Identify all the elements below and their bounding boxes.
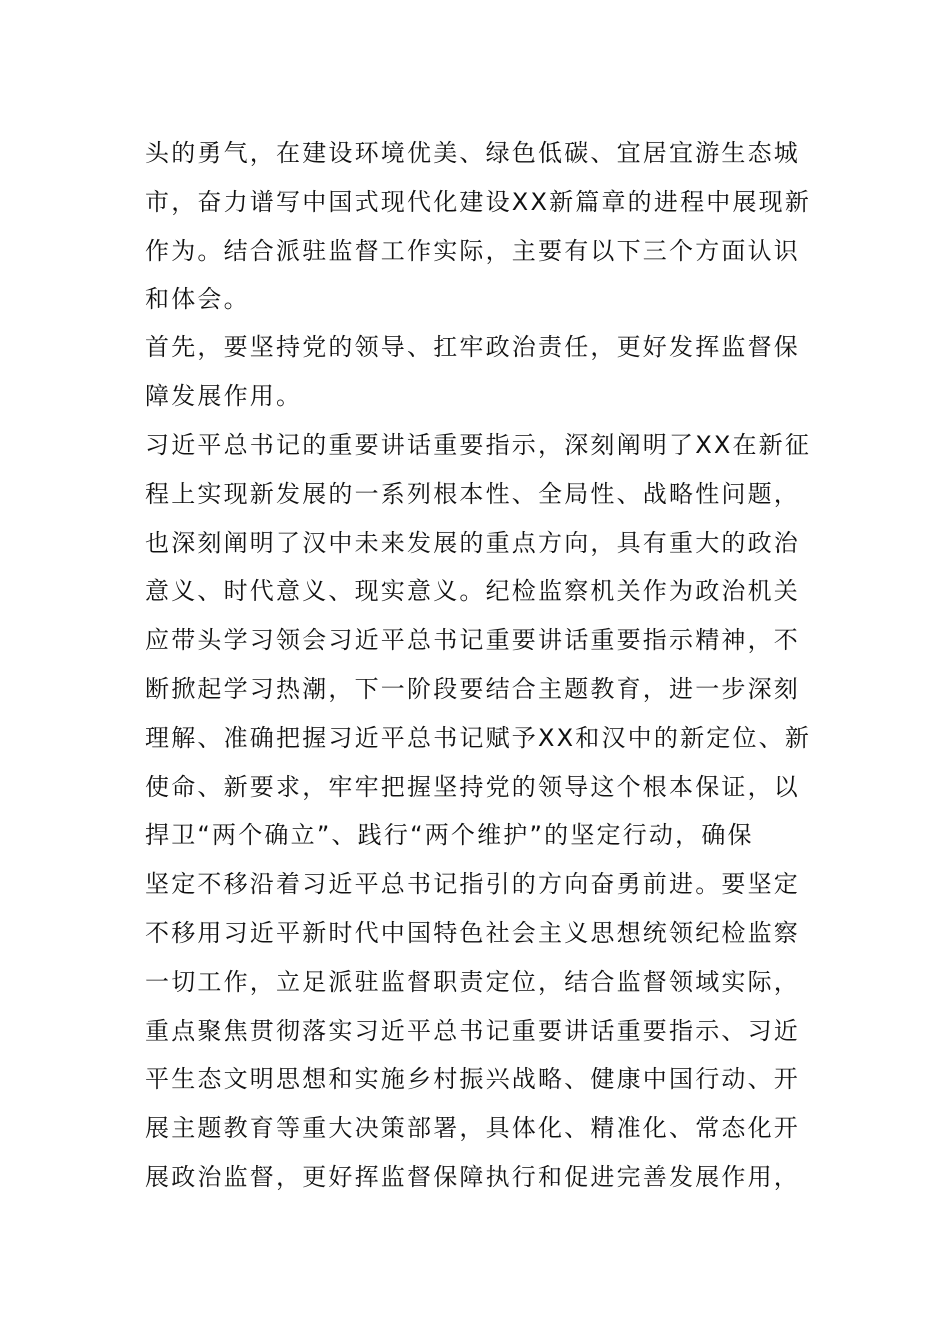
paragraph-line: 断掀起学习热潮，下一阶段要结合主题教育，进一步深刻: [145, 674, 800, 703]
paragraph-line: 应带头学习领会习近平总书记重要讲话重要指示精神，不: [145, 626, 800, 655]
paragraph-line: 意义、时代意义、现实意义。纪检监察机关作为政治机关: [145, 577, 800, 606]
paragraph-line: 障发展作用。: [145, 381, 303, 410]
paragraph-1: [145, 129, 812, 324]
paragraph-line: 首先，要坚持党的领导、扛牢政治责任，更好发挥监督保: [145, 333, 800, 361]
paragraph-2-heading: [145, 323, 807, 421]
paragraph-line: 作为。结合派驻监督工作实际，主要有以下三个方面认识: [145, 236, 800, 265]
paragraph-line: 使命、新要求，牢牢把握坚持党的领导这个根本保证，以: [145, 772, 800, 801]
paragraph-line: 展政治监督，更好挥监督保障执行和促进完善发展作用，: [145, 1162, 800, 1191]
paragraph-line: 理解、准确把握习近平总书记赋予XX和汉中的新定位、新: [145, 723, 812, 752]
paragraph-line: 展主题教育等重大决策部署，具体化、精准化、常态化开: [145, 1114, 800, 1143]
paragraph-line: 市，奋力谱写中国式现代化建设XX新篇章的进程中展现新: [145, 187, 812, 216]
paragraph-line: 不移用习近平新时代中国特色社会主义思想统领纪检监察: [145, 918, 800, 947]
paragraph-line: 坚定不移沿着习近平总书记指引的方向奋勇前进。要坚定: [145, 870, 800, 899]
paragraph-line: 平生态文明思想和实施乡村振兴战略、健康中国行动、开: [145, 1065, 800, 1094]
paragraph-line: 捍卫“两个确立”、践行“两个维护”的坚定行动，确保: [145, 821, 754, 850]
paragraph-line: 头的勇气，在建设环境优美、绿色低碳、宜居宜游生态城: [145, 139, 800, 167]
paragraph-line: 和体会。: [145, 285, 250, 314]
paragraph-3: [145, 421, 812, 1202]
paragraph-line: 程上实现新发展的一系列根本性、全局性、战略性问题，: [145, 479, 800, 508]
paragraph-line: 习近平总书记的重要讲话重要指示，深刻阐明了XX在新征: [145, 431, 812, 459]
paragraph-line: 重点聚焦贯彻落实习近平总书记重要讲话重要指示、习近: [145, 1016, 800, 1045]
paragraph-line: 也深刻阐明了汉中未来发展的重点方向，具有重大的政治: [145, 528, 800, 557]
paragraph-line: 一切工作，立足派驻监督职责定位，结合监督领域实际，: [145, 967, 800, 996]
